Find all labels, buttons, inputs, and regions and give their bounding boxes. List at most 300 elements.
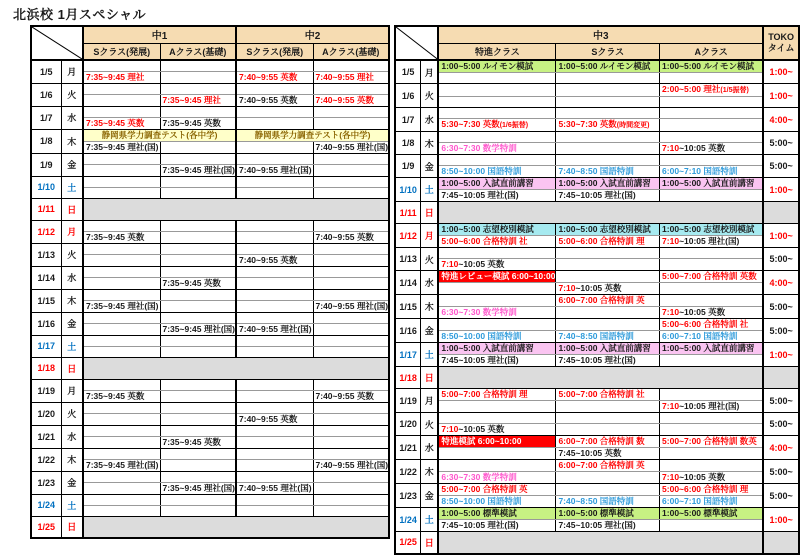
page-title: 北浜校 1月スペシャル [13,7,147,22]
schedule-cell [236,390,313,402]
schedule-cell [438,295,556,307]
schedule-cell [660,84,764,97]
schedule-cell [556,472,660,484]
day-subrow [395,166,799,178]
schedule-entry-text: 8:50~10:00 国語特訓 [441,496,522,506]
day-subrow [395,448,799,460]
date-cell: 1/5 [395,60,421,84]
schedule-cell [236,266,313,277]
schedule-entry-text: 6:00~7:10 国語特訓 [662,331,738,341]
schedule-cell [556,248,660,259]
schedule-cell [438,248,556,259]
schedule-entry-text: (1/5振替) [720,87,749,94]
schedule-entry-text: 7:40~9:55 英数 [239,254,298,265]
day-of-week-cell: 水 [61,266,83,289]
day-of-week-cell: 土 [421,343,439,367]
schedule-cell [160,505,236,516]
schedule-cell [556,448,660,460]
schedule-cell [438,484,556,496]
toko-time-cell: 5:00~ [763,460,799,484]
day-of-week-cell: 金 [421,319,439,343]
schedule-cell [660,331,764,343]
toko-header-line: TOKO [768,32,795,42]
schedule-cell [556,97,660,108]
day-row [395,436,799,448]
schedule-cell [236,312,313,323]
schedule-cell [438,259,556,271]
class-header: 特進クラス [438,43,556,60]
schedule-entry-text: 5:00~7:00 合格特訓 社 [558,389,645,399]
schedule-cell [438,508,556,520]
day-row [31,198,389,220]
schedule-cell [160,254,236,266]
day-subrow [395,496,799,508]
schedule-cell [438,331,556,343]
sunday-empty-cell [83,357,389,379]
toko-time-cell: 5:00~ [763,389,799,413]
schedule-entry-text: 7:10 [441,424,459,434]
schedule-entry-text: 6:00~7:00 合格特訓 数 [558,436,645,446]
toko-header-line: タイム [767,43,795,53]
schedule-entry-text: 1:00~5:00 入試直前講習 [558,343,651,353]
schedule-entry-text: 6:30~7:30 数学特訓 [441,307,517,317]
day-of-week-cell: 金 [421,484,439,508]
day-subrow [395,119,799,132]
day-subrow [31,254,389,266]
day-subrow [395,73,799,84]
schedule-cell [556,436,660,448]
schedule-cell [438,436,556,448]
day-row [31,106,389,117]
schedule-cell [236,187,313,198]
day-subrow [395,424,799,436]
class-header: Aクラス(基礎) [313,43,389,60]
schedule-entry-text: ~10:05 英数 [679,472,726,482]
schedule-entry-text: 6:00~7:00 合格特訓 英 [558,295,645,305]
schedule-cell [313,459,389,471]
corner-cell [395,26,438,60]
date-cell: 1/24 [395,508,421,532]
day-subrow [31,117,389,129]
toko-time-cell: 5:00~ [763,295,799,319]
schedule-cell [438,108,556,119]
day-subrow [31,141,389,153]
schedule-cell [313,425,389,436]
schedule-entry-text: 7:45~10:05 英数 [558,448,622,458]
schedule-entry-text: ~10:05 英数 [458,259,505,269]
date-cell: 1/6 [395,84,421,108]
schedule-entry-text: 6:30~7:30 数学特訓 [441,143,517,153]
schedule-cell [556,401,660,413]
date-cell: 1/18 [395,367,421,389]
schedule-cell [83,243,160,254]
schedule-cell [556,508,660,520]
toko-time-cell: 5:00~ [763,248,799,271]
schedule-cell [313,436,389,448]
date-cell: 1/12 [31,220,61,243]
schedule-entry-text: 7:40~8:50 国語特訓 [558,496,634,506]
toko-time-cell [763,367,799,389]
schedule-entry-text: 5:30~7:30 英数 [441,119,500,129]
schedule-cell [236,323,313,335]
schedule-entry-text: 7:35~9:45 理社(国) [162,323,236,334]
date-cell: 1/23 [31,471,61,494]
day-subrow [31,323,389,335]
schedule-entry-text: 7:35~9:45 英数 [162,117,221,128]
schedule-entry-text: 7:40~8:50 国語特訓 [558,331,634,341]
schedule-cell [660,224,764,236]
day-row [31,448,389,459]
day-of-week-cell: 木 [421,295,439,319]
schedule-cell [438,190,556,202]
schedule-cell [83,60,160,71]
date-cell: 1/10 [31,176,61,198]
toko-time-cell [763,202,799,224]
day-subrow [31,277,389,289]
schedule-entry-text: 7:35~9:45 英数 [86,390,145,401]
day-of-week-cell: 水 [421,436,439,460]
schedule-entry-text: 1:00~5:00 入試直前講習 [441,343,534,353]
schedule-cell [236,231,313,243]
schedule-cell [236,505,313,516]
schedule-cell [313,494,389,505]
schedule-cell [556,60,660,73]
day-row [31,516,389,538]
day-subrow [395,143,799,155]
day-row [395,202,799,224]
schedule-cell [313,106,389,117]
schedule-cell [236,471,313,482]
schedule-cell [160,164,236,176]
schedule-cell [236,436,313,448]
schedule-entry-text: 7:45~10:05 理社(国) [441,520,519,530]
schedule-cell [236,379,313,390]
schedule-entry-text: 7:40~9:55 英数 [239,413,298,424]
schedule-cell [556,224,660,236]
schedule-entry-text: 7:35~9:45 英数 [86,231,145,242]
schedule-cell [83,505,160,516]
schedule-cell [160,323,236,335]
schedule-cell [236,482,313,494]
schedule-cell [438,84,556,97]
schedule-cell [313,300,389,312]
day-of-week-cell: 日 [421,532,439,554]
schedule-cell [438,224,556,236]
day-of-week-cell: 金 [61,312,83,335]
schedule-cell [556,307,660,319]
schedule-cell [83,71,160,83]
day-row [395,108,799,119]
left-schedule-table [30,25,390,539]
schedule-cell [160,425,236,436]
schedule-cell [556,355,660,367]
day-row [31,153,389,164]
schedule-cell [313,164,389,176]
day-of-week-cell: 月 [421,224,439,248]
schedule-cell [160,482,236,494]
class-header: Sクラス(発展) [236,43,313,60]
schedule-entry-text: 7:35~9:45 英数 [162,277,221,288]
schedule-cell [236,402,313,413]
date-cell: 1/22 [31,448,61,471]
schedule-cell [160,153,236,164]
day-row [31,289,389,300]
schedule-cell [236,141,313,153]
header-row [31,26,389,43]
schedule-cell [438,401,556,413]
sunday-empty-cell [83,198,389,220]
toko-time-cell: 1:00~ [763,343,799,367]
schedule-entry-text: 7:35~9:45 理社 [162,94,221,105]
schedule-entry-text: 2:00~5:00 理社 [662,84,721,94]
schedule-cell [83,187,160,198]
schedule-cell [160,413,236,425]
schedule-cell [660,436,764,448]
schedule-entry-text: ~10:05 英数 [679,143,726,153]
schedule-entry-text: 5:00~7:00 合格特訓 数英 [662,436,757,446]
schedule-cell [438,389,556,401]
date-cell: 1/25 [31,516,61,538]
schedule-cell [556,108,660,119]
schedule-cell [556,190,660,202]
header-row [395,43,799,60]
schedule-cell [556,460,660,472]
corner-cell [31,26,83,60]
day-subrow [31,436,389,448]
schedule-entry-text: 7:10 [662,236,680,246]
schedule-cell [83,494,160,505]
date-cell: 1/5 [31,60,61,83]
day-row [31,425,389,436]
schedule-cell [236,346,313,357]
date-cell: 1/19 [395,389,421,413]
date-cell: 1/7 [31,106,61,129]
schedule-cell [660,484,764,496]
day-subrow [395,283,799,295]
schedule-cell [83,164,160,176]
schedule-cell [660,73,764,84]
day-of-week-cell: 日 [421,202,439,224]
grade-header: 中1 [83,26,236,43]
schedule-cell [556,319,660,331]
day-subrow [31,505,389,516]
day-row [31,220,389,231]
schedule-entry-text: 5:00~7:00 合格特訓 英数 [662,271,757,281]
day-row [395,413,799,424]
schedule-cell [313,153,389,164]
schedule-entry-text: 1:00~5:00 入試直前講習 [558,178,651,188]
day-subrow [31,94,389,106]
schedule-entry-text: 5:00~7:00 合格特訓 理 [441,389,528,399]
right-schedule-table [394,25,800,555]
day-of-week-cell: 土 [61,494,83,516]
day-row [395,155,799,166]
schedule-cell [160,106,236,117]
date-cell: 1/10 [395,178,421,202]
day-row [395,178,799,190]
schedule-cell [660,343,764,355]
date-cell: 1/12 [395,224,421,248]
date-cell: 1/7 [395,108,421,132]
schedule-entry-text: 7:35~9:45 理社(国) [86,300,159,311]
schedule-cell [438,319,556,331]
class-header: Aクラス(基礎) [160,43,236,60]
schedule-cell [438,166,556,178]
day-subrow [31,300,389,312]
day-of-week-cell: 水 [61,425,83,448]
day-of-week-cell: 土 [61,176,83,198]
schedule-cell [160,83,236,94]
schedule-entry-text: 7:35~9:45 英数 [162,436,221,447]
schedule-entry-text: 5:00~6:00 合格特訓 理 [558,236,645,246]
schedule-cell [556,331,660,343]
schedule-entry-text: 1:00~5:00 ルイモン模試 [441,61,534,71]
schedule-cell [313,323,389,335]
schedule-cell [438,236,556,248]
schedule-cell [556,132,660,143]
schedule-entry-text: 7:40~9:55 理社(国) [315,459,389,470]
schedule-entry-text: 1:00~5:00 志望校別模試 [441,224,534,234]
schedule-cell [438,460,556,472]
schedule-entry-text: (時間変更) [616,122,650,129]
schedule-cell [83,277,160,289]
schedule-cell [556,119,660,132]
schedule-cell [83,459,160,471]
schedule-cell [160,71,236,83]
schedule-cell [660,108,764,119]
schedule-entry-text: 7:40~8:50 国語特訓 [558,166,634,176]
schedule-cell [660,413,764,424]
day-subrow [31,71,389,83]
schedule-cell [160,117,236,129]
day-row [31,83,389,94]
day-subrow [31,346,389,357]
schedule-cell [556,178,660,190]
grade-header: 中3 [438,26,763,43]
schedule-cell [660,190,764,202]
class-header: Sクラス [556,43,660,60]
day-of-week-cell: 木 [61,448,83,471]
day-row [395,271,799,283]
schedule-cell [160,243,236,254]
schedule-cell [236,448,313,459]
schedule-entry-text: 8:50~10:00 国語特訓 [441,331,522,341]
day-of-week-cell: 水 [61,106,83,129]
schedule-cell [236,425,313,436]
schedule-cell [313,94,389,106]
schedule-cell [160,266,236,277]
schedule-entry-text: (1/6振替) [499,122,529,129]
schedule-entry-text: 1:00~5:00 標準模試 [558,508,634,518]
schedule-cell [236,83,313,94]
schedule-cell [660,460,764,472]
date-cell: 1/15 [395,295,421,319]
day-row [395,532,799,554]
day-of-week-cell: 日 [61,516,83,538]
schedule-entry-text: 7:10 [662,472,680,482]
day-subrow [395,97,799,108]
day-subrow [31,231,389,243]
day-row [31,312,389,323]
schedule-cell [660,401,764,413]
day-of-week-cell: 月 [61,60,83,83]
schedule-entry-text: 7:40~9:55 理社(国) [239,482,312,493]
day-row [31,335,389,346]
schedule-entry-text: 7:40~9:55 英数 [315,390,374,401]
schedule-cell [160,471,236,482]
day-of-week-cell: 木 [61,129,83,153]
schedule-cell [83,153,160,164]
schedule-cell [83,266,160,277]
schedule-cell [438,73,556,84]
schedule-cell [556,271,660,283]
schedule-cell [160,231,236,243]
schedule-cell [438,143,556,155]
schedule-cell [313,289,389,300]
schedule-cell [160,379,236,390]
schedule-entry-text: 7:35~9:45 英数 [86,117,145,128]
day-of-week-cell: 火 [421,413,439,436]
date-cell: 1/9 [395,155,421,178]
schedule-entry-text: 7:10 [662,143,680,153]
day-of-week-cell: 金 [61,471,83,494]
schedule-entry-text: 5:00~6:00 合格特訓 社 [441,236,528,246]
schedule-cell [313,346,389,357]
schedule-cell [313,335,389,346]
schedule-cell [83,482,160,494]
day-subrow [395,355,799,367]
schedule-cell [236,494,313,505]
schedule-entry-text: 7:40~9:55 理社(国) [239,164,312,175]
day-row [31,266,389,277]
schedule-cell [660,271,764,283]
schedule-cell [83,117,160,129]
schedule-cell [313,277,389,289]
day-subrow [395,259,799,271]
schedule-cell [313,413,389,425]
schedule-cell [556,484,660,496]
schedule-cell [556,283,660,295]
date-cell: 1/11 [31,198,61,220]
day-row [395,132,799,143]
schedule-entry-text: 7:40~9:55 理社(国) [239,323,312,334]
day-subrow [395,401,799,413]
schedule-cell [438,271,556,283]
schedule-cell [313,60,389,71]
grade-header: 中2 [236,26,389,43]
schedule-cell [313,505,389,516]
schedule-cell [660,319,764,331]
schedule-cell [660,472,764,484]
schedule-cell [160,312,236,323]
sunday-empty-cell [438,532,763,554]
toko-time-cell [763,532,799,554]
schedule-cell [160,436,236,448]
date-cell: 1/21 [395,436,421,460]
schedule-cell [313,231,389,243]
schedule-entry-text: 7:40~9:55 理社(国) [315,141,389,152]
schedule-cell [660,389,764,401]
schedule-cell [83,413,160,425]
schedule-entry-text: 1:00~5:00 志望校別模試 [558,224,651,234]
schedule-cell [313,187,389,198]
schedule-cell [438,60,556,73]
schedule-cell [236,335,313,346]
schedule-entry-text: ~10:05 英数 [679,307,726,317]
schedule-cell [660,259,764,271]
day-of-week-cell: 金 [61,153,83,176]
schedule-cell [236,106,313,117]
